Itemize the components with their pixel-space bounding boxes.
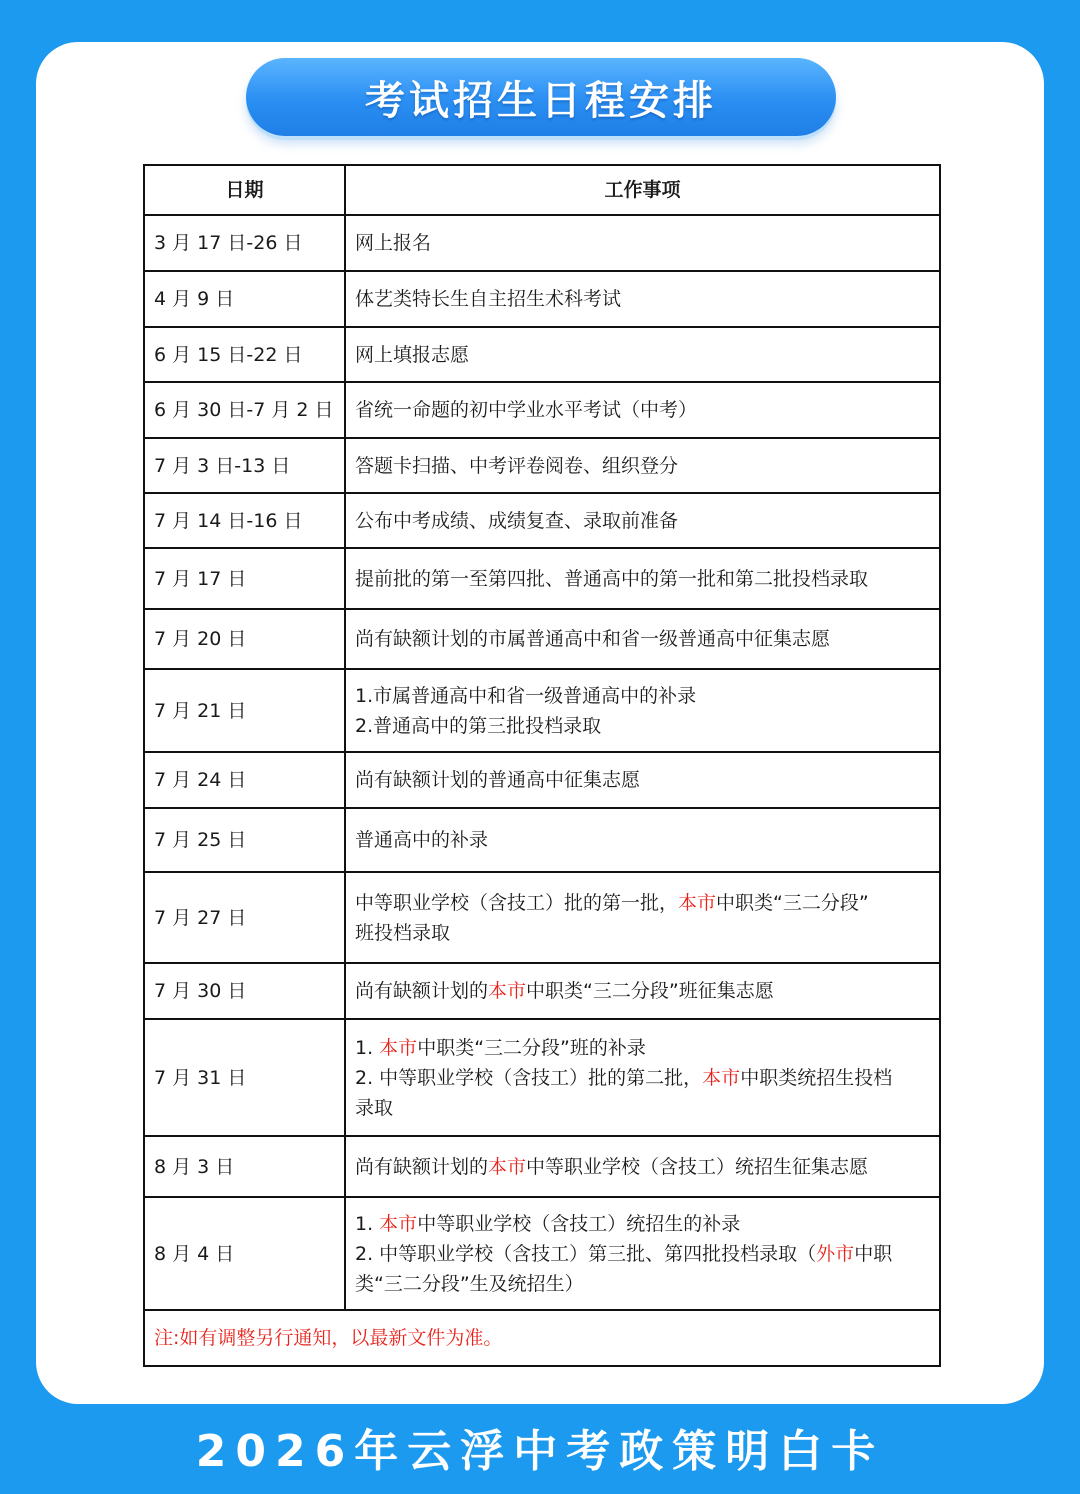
item-cell	[345, 963, 940, 1019]
item-text: 中职类“三二分段”班征集志愿	[526, 980, 774, 1002]
item-text: 普通高中的补录	[355, 829, 489, 851]
item-text: 提前批的第一至第四批、普通高中的第一批和第二批投档录取	[355, 567, 869, 590]
item-line	[355, 506, 939, 536]
item-cell	[345, 1197, 940, 1310]
item-cell	[345, 1136, 940, 1197]
item-line	[355, 765, 939, 795]
highlight-text: 本市	[379, 1036, 418, 1059]
date-cell: 7 月 30 日	[144, 963, 345, 1019]
item-line	[355, 395, 939, 425]
item-text: 中职类统招生投档	[740, 1066, 893, 1089]
item-text: 尚有缺额计划的市属普通高中和省一级普通高中征集志愿	[355, 628, 831, 650]
table-row	[144, 1019, 940, 1136]
date-cell: 7 月 24 日	[144, 752, 345, 808]
item-cell	[345, 271, 940, 327]
item-text: 中职类“三二分段”班的补录	[417, 1036, 646, 1059]
date-cell: 7 月 17 日	[144, 548, 345, 609]
item-text: 中职类“三二分段”	[716, 891, 869, 914]
item-cell	[345, 438, 940, 493]
date-cell: 6 月 15 日-22 日	[144, 327, 345, 382]
item-text: 尚有缺额计划的普通高中征集志愿	[355, 769, 641, 791]
date-cell: 3 月 17 日-26 日	[144, 215, 345, 271]
table-row	[144, 872, 940, 963]
item-text: 网上填报志愿	[355, 343, 470, 366]
item-line	[355, 711, 939, 741]
date-cell: 7 月 3 日-13 日	[144, 438, 345, 493]
item-cell	[345, 215, 940, 271]
table-row	[144, 438, 940, 493]
table-row	[144, 1197, 940, 1310]
item-line	[355, 1093, 939, 1123]
item-line	[355, 888, 939, 918]
table-row	[144, 752, 940, 808]
item-text: 体艺类特长生自主招生术科考试	[355, 288, 622, 310]
item-line	[355, 825, 939, 855]
footer-title: 2026年云浮中考政策明白卡	[195, 1426, 885, 1477]
item-line	[355, 1209, 939, 1239]
item-cell	[345, 493, 940, 548]
item-column-header: 工作事项	[345, 165, 940, 215]
date-cell: 7 月 31 日	[144, 1019, 345, 1136]
item-text: 中等职业学校（含技工）统招生征集志愿	[526, 1155, 869, 1178]
item-text: 2. 中等职业学校（含技工）第三批、第四批投档录取（	[355, 1242, 817, 1265]
item-line	[355, 918, 939, 948]
item-text: 录取	[355, 1096, 394, 1119]
date-cell: 8 月 4 日	[144, 1197, 345, 1310]
item-cell	[345, 548, 940, 609]
table-row	[144, 493, 940, 548]
note-text: 注:如有调整另行通知，以最新文件为准。	[144, 1310, 940, 1366]
table-row	[144, 382, 940, 438]
highlight-text: 外市	[816, 1242, 855, 1265]
page-title: 考试招生日程安排	[365, 77, 717, 124]
item-line	[355, 340, 939, 370]
item-text: 1.	[355, 1036, 380, 1059]
table-row	[144, 327, 940, 382]
table-row	[144, 1136, 940, 1197]
date-cell: 7 月 21 日	[144, 669, 345, 752]
item-text: 尚有缺额计划的	[355, 980, 489, 1002]
item-line	[355, 624, 939, 654]
item-line	[355, 681, 939, 711]
highlight-text: 本市	[678, 891, 717, 914]
date-cell: 7 月 27 日	[144, 872, 345, 963]
date-cell: 7 月 14 日-16 日	[144, 493, 345, 548]
item-line	[355, 1269, 939, 1299]
table-row	[144, 271, 940, 327]
item-text: 公布中考成绩、成绩复查、录取前准备	[355, 509, 679, 532]
date-cell: 7 月 25 日	[144, 808, 345, 872]
item-text: 答题卡扫描、中考评卷阅卷、组织登分	[355, 454, 679, 477]
highlight-text: 本市	[488, 1155, 527, 1178]
item-line	[355, 228, 939, 258]
title-banner	[246, 58, 836, 136]
item-text: 省统一命题的初中学业水平考试（中考）	[355, 399, 698, 421]
item-cell	[345, 609, 940, 669]
item-line	[355, 284, 939, 314]
item-cell	[345, 669, 940, 752]
date-cell: 4 月 9 日	[144, 271, 345, 327]
item-cell	[345, 1019, 940, 1136]
item-text: 尚有缺额计划的	[355, 1155, 489, 1178]
table-row	[144, 669, 940, 752]
item-line	[355, 976, 939, 1006]
item-text: 2.普通高中的第三批投档录取	[355, 714, 602, 737]
date-column-header: 日期	[144, 165, 345, 215]
item-text: 班投档录取	[355, 921, 451, 944]
item-line	[355, 1063, 939, 1093]
item-line	[355, 1152, 939, 1182]
item-cell	[345, 808, 940, 872]
table-row	[144, 808, 940, 872]
item-text: 类“三二分段”生及统招生）	[355, 1272, 584, 1295]
item-text: 网上报名	[355, 232, 432, 254]
note-row	[144, 1310, 940, 1366]
schedule-body	[144, 215, 940, 1310]
item-text: 中等职业学校（含技工）批的第一批，	[355, 891, 679, 914]
table-row	[144, 215, 940, 271]
date-cell: 7 月 20 日	[144, 609, 345, 669]
table-row	[144, 609, 940, 669]
table-row	[144, 548, 940, 609]
item-text: 中职	[854, 1242, 893, 1265]
item-text: 2. 中等职业学校（含技工）批的第二批，	[355, 1066, 703, 1089]
item-cell	[345, 752, 940, 808]
item-text: 1.市属普通高中和省一级普通高中的补录	[355, 684, 697, 707]
item-line	[355, 564, 939, 594]
schedule-table	[143, 164, 941, 1367]
item-text: 1.	[355, 1212, 380, 1235]
item-line	[355, 451, 939, 481]
highlight-text: 本市	[379, 1212, 418, 1235]
item-cell	[345, 872, 940, 963]
table-row	[144, 963, 940, 1019]
item-cell	[345, 382, 940, 438]
item-line	[355, 1239, 939, 1269]
highlight-text: 本市	[488, 980, 527, 1002]
item-text: 中等职业学校（含技工）统招生的补录	[417, 1212, 741, 1235]
item-line	[355, 1033, 939, 1063]
date-cell: 6 月 30 日-7 月 2 日	[144, 382, 345, 438]
highlight-text: 本市	[702, 1066, 741, 1089]
date-cell: 8 月 3 日	[144, 1136, 345, 1197]
item-cell	[345, 327, 940, 382]
table-header-row	[144, 165, 940, 215]
